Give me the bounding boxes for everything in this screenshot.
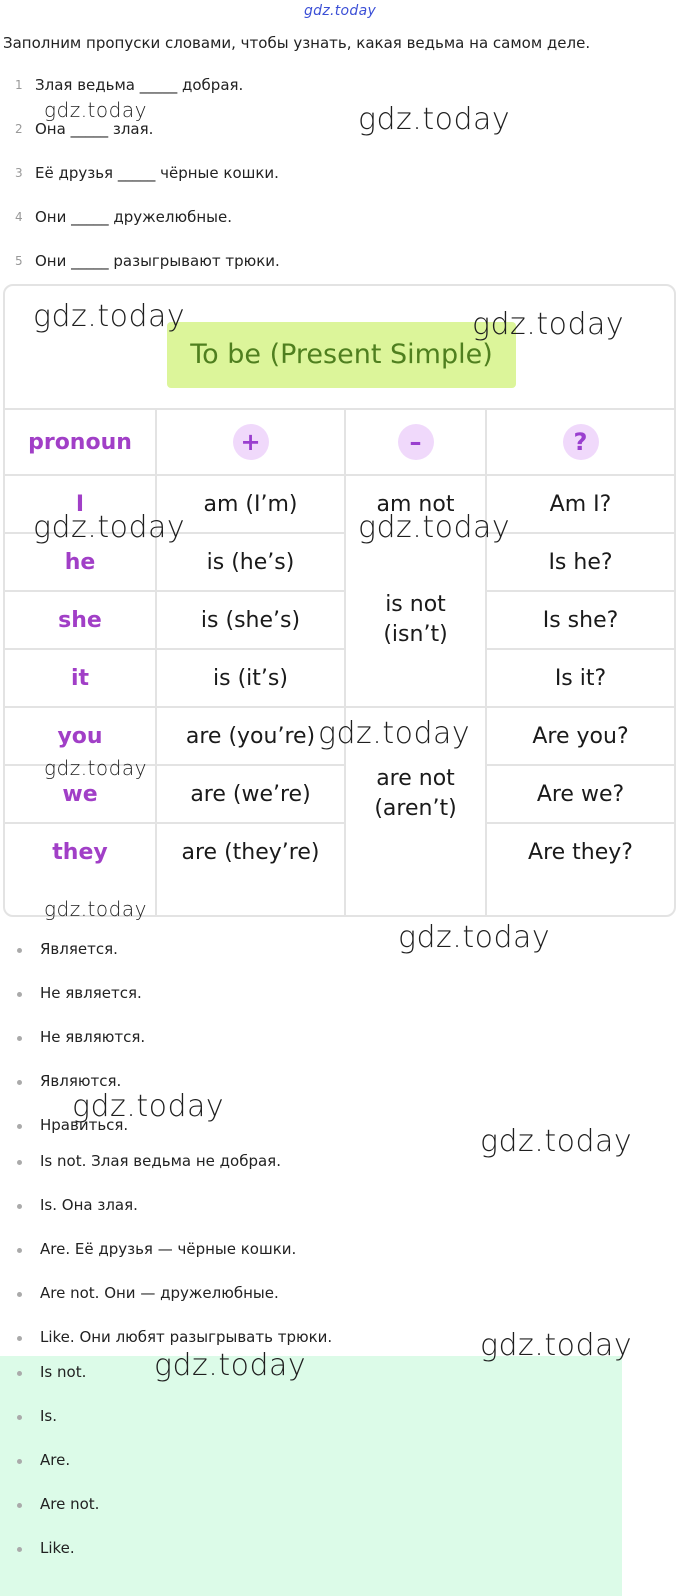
affirmative-cell: are (you’re) — [185, 723, 316, 749]
affirmative-cell: is (he’s) — [206, 549, 295, 575]
item-text: Is. Она злая. — [40, 1196, 138, 1214]
bullet-icon — [17, 1459, 22, 1464]
affirmative-cell: are (they’re) — [181, 839, 320, 865]
pronoun-cell: they — [52, 839, 108, 865]
affirmative-cell: are (we’re) — [190, 781, 311, 807]
item-text: Не являются. — [40, 1028, 146, 1046]
site-link[interactable]: gdz.today — [303, 3, 377, 19]
watermark: gdz.today — [318, 716, 471, 751]
item-text: Is not. Злая ведьма не добрая. — [40, 1152, 281, 1170]
item-text: Are not. — [40, 1495, 100, 1513]
minus-icon: – — [398, 424, 434, 460]
watermark: gdz.today — [472, 307, 625, 342]
item-text: Нравиться. — [40, 1116, 129, 1134]
header-negative — [346, 410, 485, 474]
pronoun-cell: he — [64, 549, 96, 575]
item-text: Её друзья _____ чёрные кошки. — [35, 164, 279, 182]
negative-cell-he-she-it: is not (isn’t) — [383, 592, 448, 647]
watermark: gdz.today — [44, 897, 147, 921]
negative-cell-you-we-they: are not (aren’t) — [374, 766, 457, 821]
watermark: gdz.today — [44, 756, 147, 780]
bullet-icon — [17, 1547, 22, 1552]
item-text: Is not. — [40, 1363, 87, 1381]
item-text: Are. — [40, 1451, 71, 1469]
grammar-table — [3, 284, 676, 917]
item-number: 5 — [15, 254, 23, 268]
exercise-instruction: Заполним пропуски словами, чтобы узнать, какая ведьма на самом деле. — [3, 34, 591, 52]
question-cell: Am I? — [549, 491, 612, 517]
bullet-icon — [17, 1080, 22, 1085]
table-title: To be (Present Simple) — [167, 322, 516, 388]
bullet-icon — [17, 992, 22, 997]
question-cell: Are you? — [532, 723, 629, 749]
watermark: gdz.today — [398, 920, 551, 955]
watermark: gdz.today — [480, 1328, 633, 1363]
watermark: gdz.today — [358, 510, 511, 545]
item-text: Они _____ разыгрывают трюки. — [35, 252, 280, 270]
watermark: gdz.today — [480, 1124, 633, 1159]
bullet-icon — [17, 1292, 22, 1297]
watermark: gdz.today — [72, 1089, 225, 1124]
negative-cell-i: am not — [376, 491, 455, 517]
header-question — [487, 410, 674, 474]
question-cell: Is he? — [548, 549, 613, 575]
item-text: Является. — [40, 940, 118, 958]
affirmative-cell: am (I’m) — [203, 491, 298, 517]
item-text: Являются. — [40, 1072, 122, 1090]
item-text: Не является. — [40, 984, 142, 1002]
header-pronoun: pronoun — [28, 429, 132, 455]
watermark: gdz.today — [154, 1348, 307, 1383]
bullet-icon — [17, 1160, 22, 1165]
item-number: 4 — [15, 210, 23, 224]
item-number: 1 — [15, 78, 23, 92]
bullet-icon — [17, 1248, 22, 1253]
bullet-icon — [17, 1204, 22, 1209]
watermark: gdz.today — [33, 299, 186, 334]
bullet-icon — [17, 1415, 22, 1420]
watermark: gdz.today — [358, 102, 511, 137]
pronoun-cell: it — [70, 665, 90, 691]
pronoun-cell: she — [58, 607, 102, 633]
item-number: 3 — [15, 166, 23, 180]
plus-icon: + — [233, 424, 269, 460]
question-cell: Is it? — [554, 665, 607, 691]
pronoun-cell: I — [75, 491, 85, 517]
item-text: Like. — [40, 1539, 75, 1557]
item-text: Is. — [40, 1407, 58, 1425]
bullet-icon — [17, 1503, 22, 1508]
item-text: Злая ведьма _____ добрая. — [35, 76, 244, 94]
question-cell: Are they? — [528, 839, 633, 865]
item-number: 2 — [15, 122, 23, 136]
item-text: Like. Они любят разыгрывать трюки. — [40, 1328, 333, 1346]
pronoun-cell: you — [57, 723, 103, 749]
affirmative-cell: is (it’s) — [213, 665, 288, 691]
item-text: Они _____ дружелюбные. — [35, 208, 233, 226]
bullet-icon — [17, 1336, 22, 1341]
bullet-icon — [17, 948, 22, 953]
affirmative-cell: is (she’s) — [200, 607, 301, 633]
bullet-icon — [17, 1371, 22, 1376]
bullet-icon — [17, 1124, 22, 1129]
bullet-icon — [17, 1036, 22, 1041]
item-text: Are not. Они — дружелюбные. — [40, 1284, 279, 1302]
question-cell: Are we? — [536, 781, 625, 807]
watermark: gdz.today — [33, 510, 186, 545]
highlighted-answers-block — [0, 1356, 622, 1596]
pronoun-cell: we — [62, 781, 98, 807]
item-text: Are. Её друзья — чёрные кошки. — [40, 1240, 297, 1258]
question-icon: ? — [563, 424, 599, 460]
header-affirmative — [157, 410, 344, 474]
question-cell: Is she? — [542, 607, 619, 633]
item-text: Она _____ злая. — [35, 120, 154, 138]
watermark: gdz.today — [44, 98, 147, 122]
